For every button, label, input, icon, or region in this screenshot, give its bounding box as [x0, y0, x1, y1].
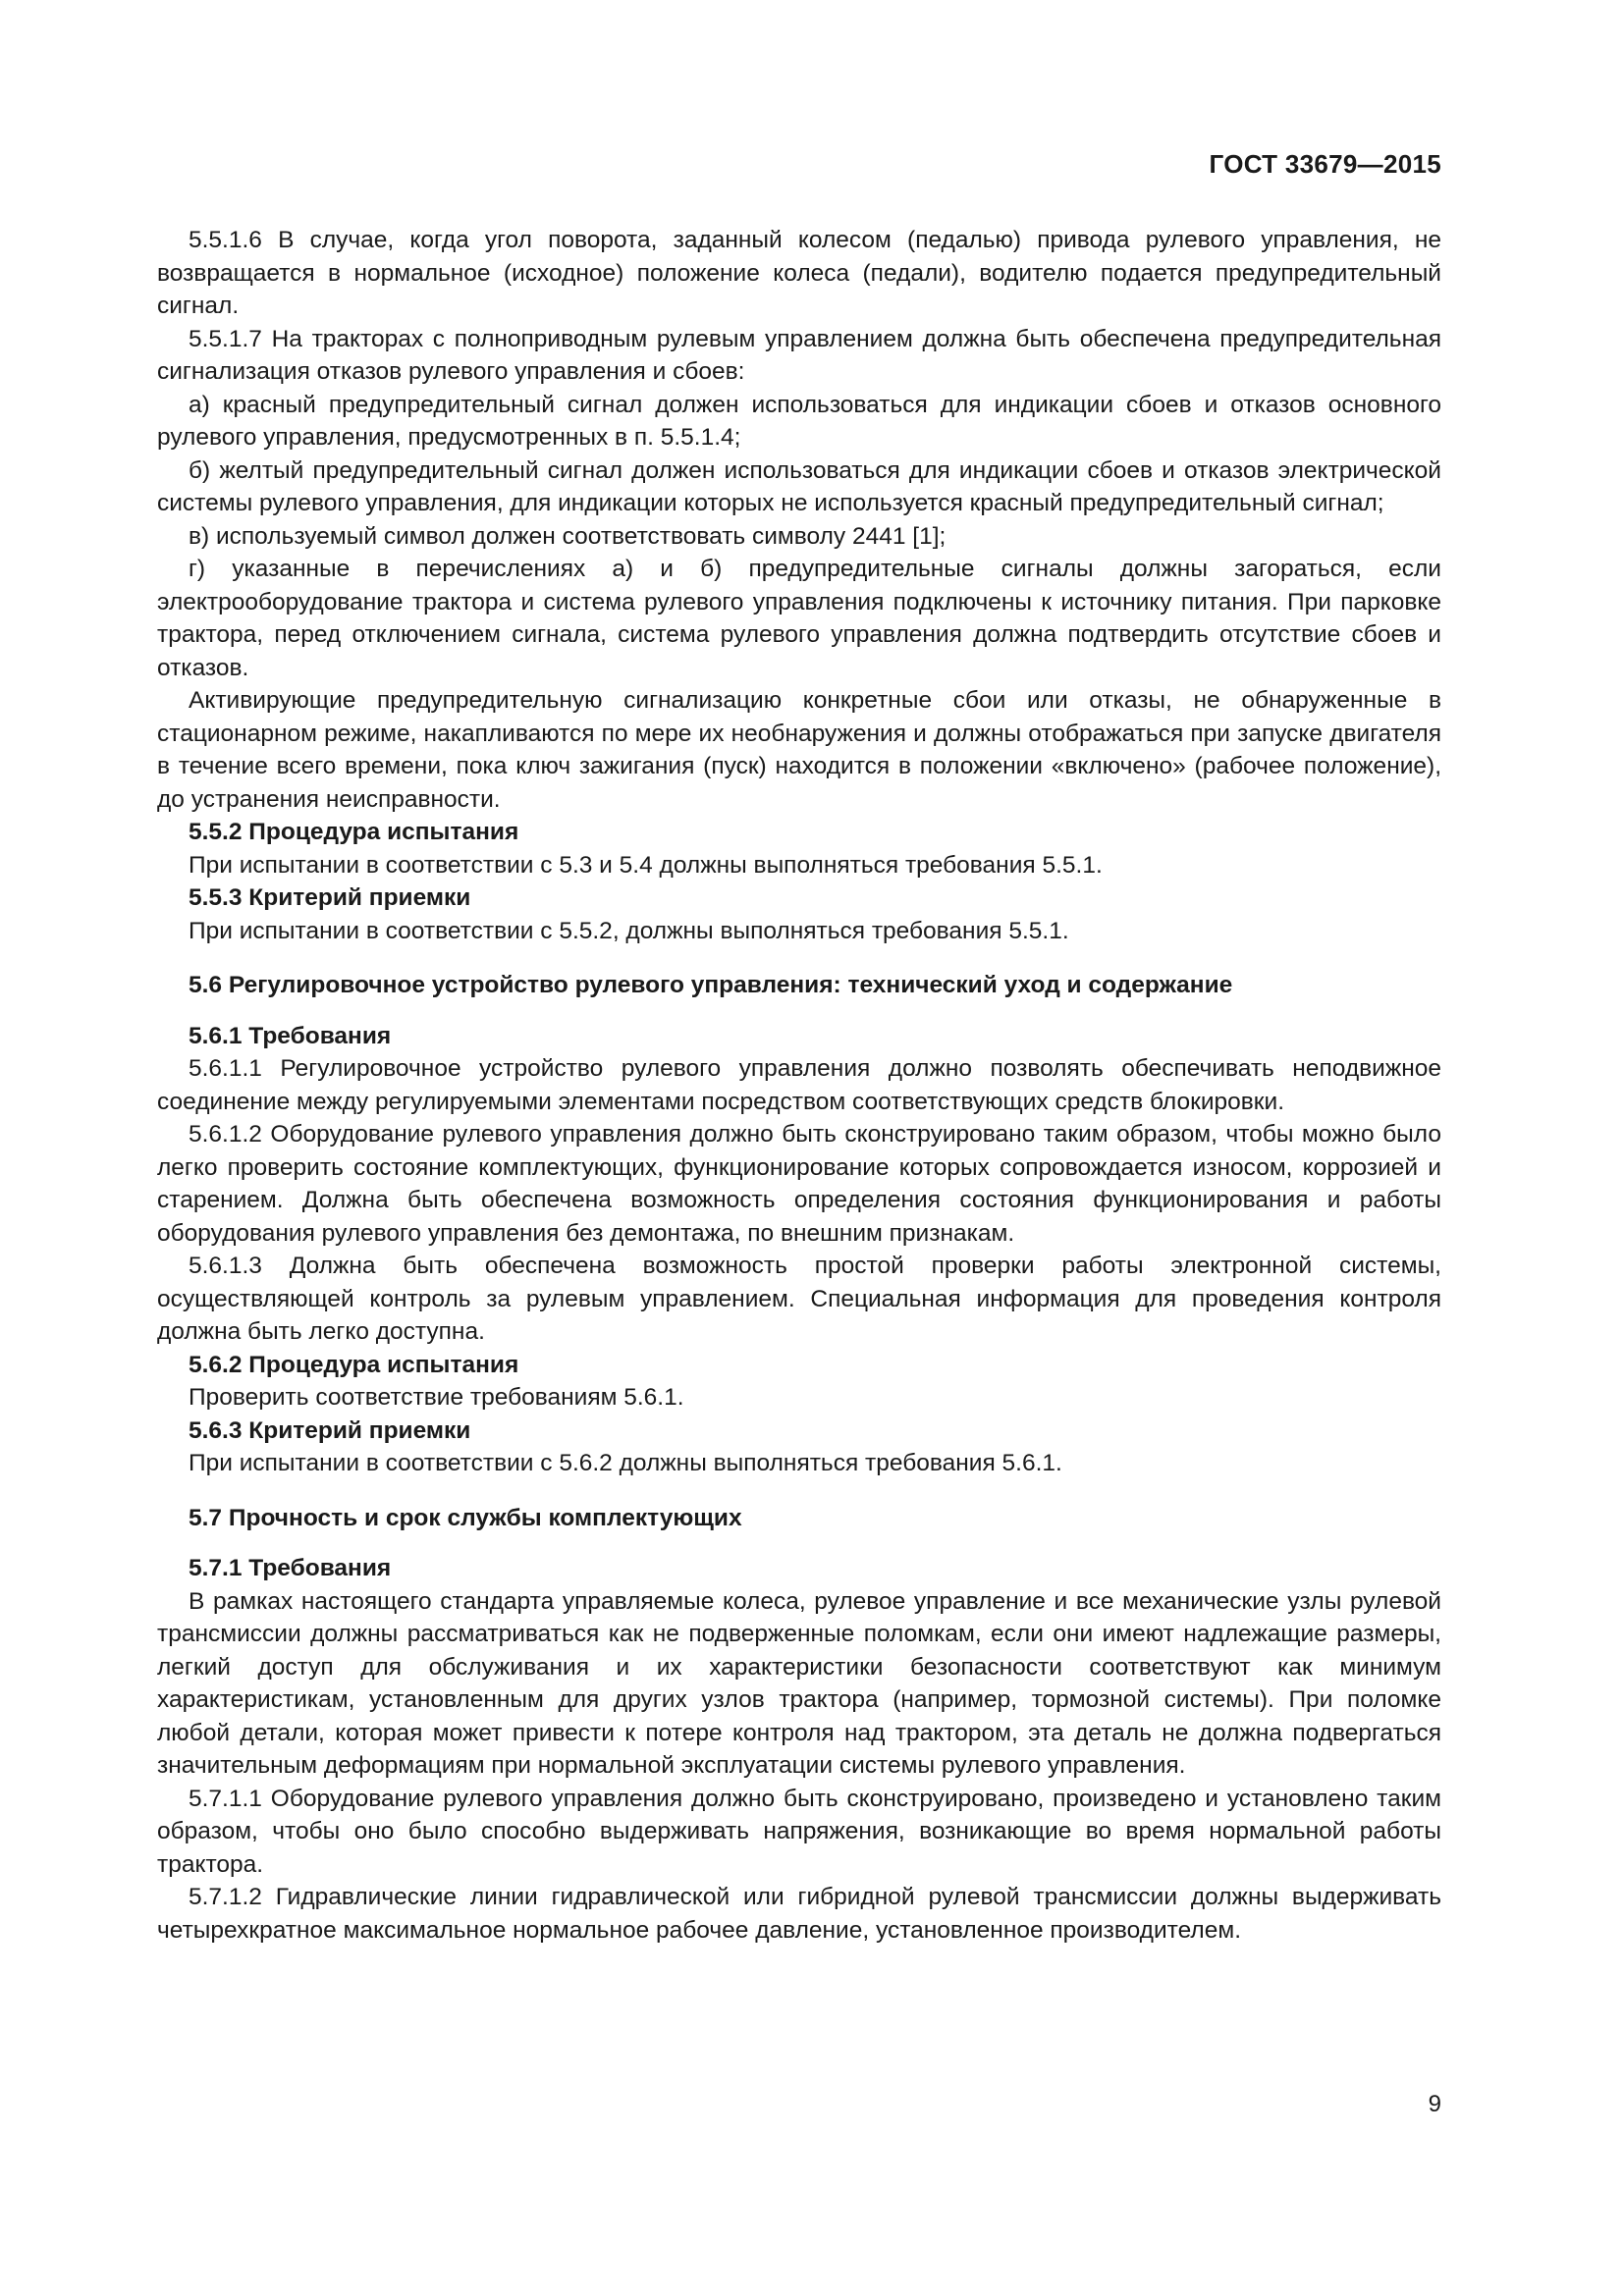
heading-5-6-1: 5.6.1 Требования	[189, 1022, 392, 1049]
page-number: 9	[1428, 2091, 1441, 2117]
list-item-b: б) желтый предупредительный сигнал должен использоваться для индикации сбоев и отказов электрической системы рулевого управления, для индикации которых не используется красный предупредительный сигнал;	[157, 456, 1441, 516]
page-body	[157, 224, 1441, 1947]
paragraph-5-6-1-3: 5.6.1.3 Должна быть обеспечена возможность простой проверки работы электронной системы, осуществляющей контроль за рулевым управлением. Специальная информация для проведения контроля должна быть легко доступна.	[157, 1253, 1441, 1345]
heading-5-6-2: 5.6.2 Процедура испытания	[189, 1351, 519, 1378]
paragraph-5-7-1-2: 5.7.1.2 Гидравлические линии гидравлической или гибридной рулевой трансмиссии должны выдерживать четырехкратное максимальное нормальное рабочее давление, установленное производителем.	[157, 1884, 1441, 1944]
list-item-a: а) красный предупредительный сигнал должен использоваться для индикации сбоев и отказов основного рулевого управления, предусмотренных в п. 5.5.1.4;	[157, 391, 1441, 451]
paragraph-5-6-3: При испытании в соответствии с 5.6.2 должны выполняться требования 5.6.1.	[189, 1450, 1062, 1476]
paragraph-5-7-1-1: 5.7.1.1 Оборудование рулевого управления должно быть сконструировано, произведено и установлено таким образом, чтобы оно было способно выдерживать напряжения, возникающие во время нормальной работы трактора.	[157, 1785, 1441, 1878]
heading-5-5-3: 5.5.3 Критерий приемки	[189, 884, 471, 911]
heading-5-5-2: 5.5.2 Процедура испытания	[189, 819, 519, 845]
heading-5-7: 5.7 Прочность и срок службы комплектующих	[189, 1504, 742, 1531]
paragraph-5-5-1-6: 5.5.1.6 В случае, когда угол поворота, заданный колесом (педалью) привода рулевого управления, не возвращается в нормальное (исходное) положение колеса (педали), водителю подается предупредительный сигнал.	[157, 227, 1441, 319]
paragraph-5-6-1-2: 5.6.1.2 Оборудование рулевого управления должно быть сконструировано таким образом, чтобы можно было легко проверить состояние комплектующих, функционирование которых сопровождается износом, коррозией и старением. Должна быть обеспечена возможность определения состояния функционирования и работы оборудования рулевого управления без демонтажа, по внешним признакам.	[157, 1121, 1441, 1247]
paragraph-5-6-2: Проверить соответствие требованиям 5.6.1.	[189, 1384, 684, 1411]
paragraph-5-7-1: В рамках настоящего стандарта управляемые колеса, рулевое управление и все механические узлы рулевой трансмиссии должны рассматриваться как не подверженные поломкам, если они имеют надлежащие размеры, легкий доступ для обслуживания и их характеристики безопасности соответствуют как минимум характеристикам, установленным для других узлов трактора (например, тормозной системы). При поломке любой детали, которая может привести к потере контроля над трактором, эта деталь не должна подвергаться значительным деформациям при нормальной эксплуатации системы рулевого управления.	[157, 1587, 1441, 1779]
heading-5-7-1: 5.7.1 Требования	[189, 1555, 392, 1581]
paragraph-activating: Активирующие предупредительную сигнализацию конкретные сбои или отказы, не обнаруженные в стационарном режиме, накапливаются по мере их необнаружения и должны отображаться при запуске двигателя в течение всего времени, пока ключ зажигания (пуск) находится в положении «включено» (рабочее положение), до устранения неисправности.	[157, 687, 1441, 813]
document-id: ГОСТ 33679—2015	[1209, 149, 1441, 179]
paragraph-5-5-1-7: 5.5.1.7 На тракторах с полноприводным рулевым управлением должна быть обеспечена предупредительная сигнализация отказов рулевого управления и сбоев:	[157, 325, 1441, 385]
heading-5-6-3: 5.6.3 Критерий приемки	[189, 1416, 471, 1444]
paragraph-5-6-1-1: 5.6.1.1 Регулировочное устройство рулевого управления должно позволять обеспечивать неподвижное соединение между регулируемыми элементами посредством соответствующих средств блокировки.	[157, 1055, 1441, 1115]
heading-5-6: 5.6 Регулировочное устройство рулевого управления: технический уход и содержание	[189, 972, 1233, 998]
paragraph-5-5-2: При испытании в соответствии с 5.3 и 5.4 должны выполняться требования 5.5.1.	[189, 851, 1103, 879]
list-item-v: в) используемый символ должен соответствовать символу 2441 [1];	[189, 522, 947, 550]
paragraph-5-5-3: При испытании в соответствии с 5.5.2, должны выполняться требования 5.5.1.	[189, 917, 1069, 944]
list-item-g: г) указанные в перечислениях а) и б) предупредительные сигналы должны загораться, если электрооборудование трактора и система рулевого управления подключены к источнику питания. При парковке трактора, перед отключением сигнала, система рулевого управления должна подтвердить отсутствие сбоев и отказов.	[157, 556, 1441, 681]
